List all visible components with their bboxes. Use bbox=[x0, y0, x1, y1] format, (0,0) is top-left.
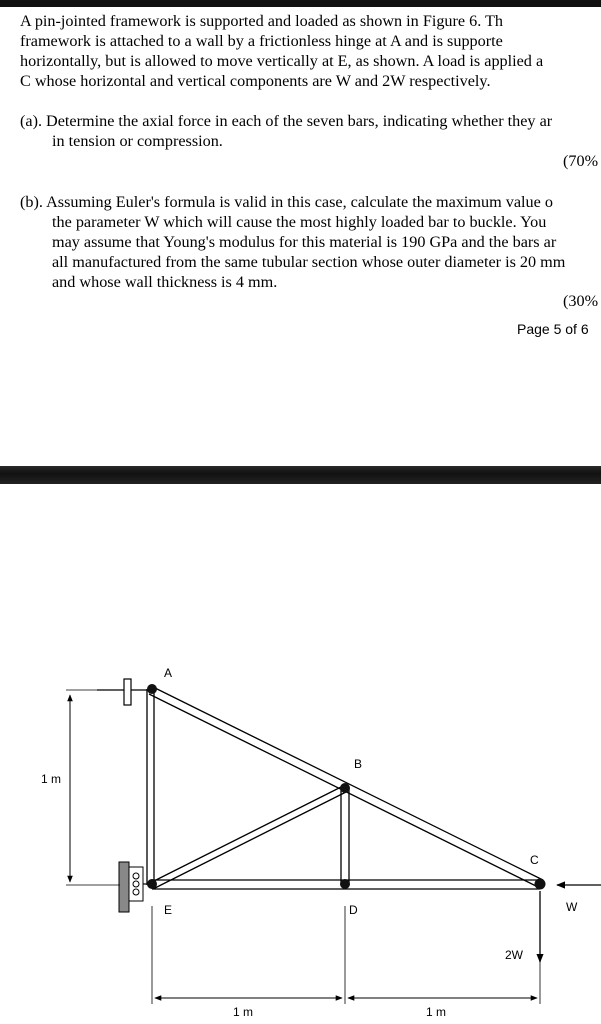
span-left-label: 1 m bbox=[233, 1005, 254, 1019]
height-dimension bbox=[66, 690, 120, 885]
node-label-c: C bbox=[530, 853, 539, 867]
part-a-line: in tension or compression. bbox=[52, 132, 223, 150]
part-a-line: (a). Determine the axial force in each of the seven bars, indicating whether they ar bbox=[20, 112, 553, 130]
part-b-line: (b). Assuming Euler's formula is valid in this case, calculate the maximum value o bbox=[20, 193, 553, 211]
node-label-b: B bbox=[354, 757, 363, 771]
load-arrows bbox=[540, 885, 601, 962]
truss-figure bbox=[0, 484, 601, 1024]
intro-line: A pin-jointed framework is supported and loaded as shown in Figure 6. Th bbox=[20, 12, 503, 30]
intro-line: framework is attached to a wall by a frictionless hinge at A and is supporte bbox=[20, 32, 503, 50]
intro-line: C whose horizontal and vertical components are W and 2W respectively. bbox=[20, 72, 491, 90]
part-a-marks: (70% bbox=[563, 152, 599, 170]
span-right-label: 1 m bbox=[426, 1005, 447, 1019]
part-b-line: and whose wall thickness is 4 mm. bbox=[52, 273, 278, 291]
intro-line: horizontally, but is allowed to move vertically at E, as shown. A load is applied a bbox=[20, 52, 544, 70]
span-dimensions bbox=[152, 906, 540, 1004]
horizontal-load-label: W bbox=[566, 900, 578, 914]
joints bbox=[147, 684, 546, 890]
node-label-a: A bbox=[164, 666, 173, 680]
vertical-load-label: 2W bbox=[505, 948, 523, 962]
roller-support-e bbox=[119, 862, 150, 912]
part-b-line: all manufactured from the same tubular section whose outer diameter is 20 mm bbox=[52, 253, 566, 271]
question-text bbox=[0, 8, 601, 348]
height-dimension-label: 1 m bbox=[41, 772, 62, 786]
node-label-e: E bbox=[164, 903, 173, 917]
top-edge-bar bbox=[0, 0, 601, 7]
part-b-line: may assume that Young's modulus for this material is 190 GPa and the bars ar bbox=[52, 233, 557, 251]
node-label-d: D bbox=[349, 903, 358, 917]
part-b-line: the parameter W which will cause the most highly loaded bar to buckle. You bbox=[52, 213, 547, 231]
hinge-support-a bbox=[97, 679, 152, 705]
part-b-marks: (30% bbox=[563, 292, 599, 310]
page-number: Page 5 of 6 bbox=[517, 321, 589, 337]
page-divider bbox=[0, 466, 601, 484]
